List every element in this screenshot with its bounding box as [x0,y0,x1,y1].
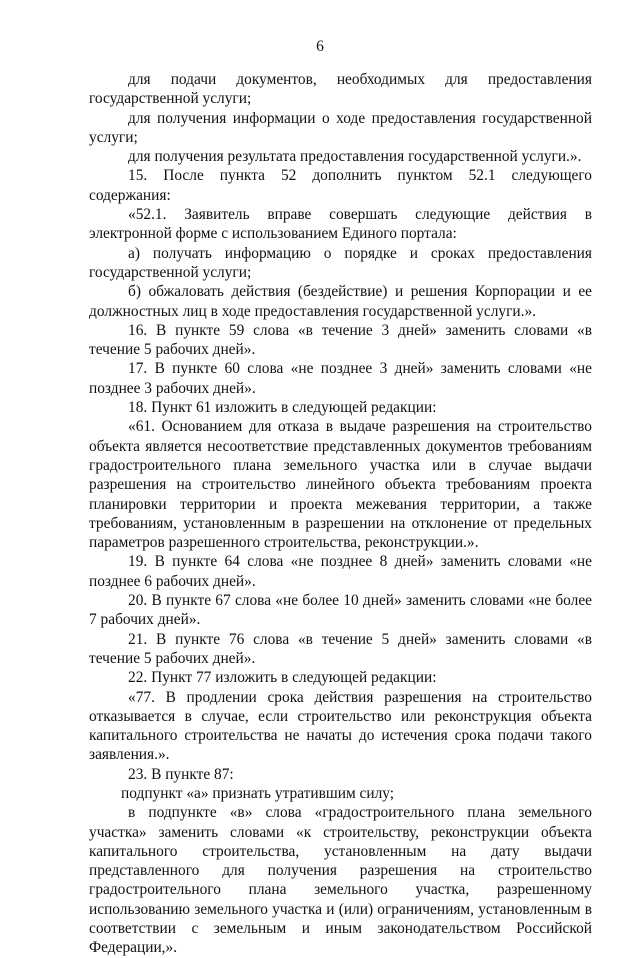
document-body [89,70,592,958]
paragraph: 15. После пункта 52 дополнить пунктом 52.1 следующего содержания: [89,167,592,204]
paragraph: 17. В пункте 60 слова «не позднее 3 дней» заменить словами «не позднее 3 рабочих дней». [89,360,592,397]
paragraph: б) обжаловать действия (бездействие) и решения Корпорации и ее должностных лиц в ходе предоставления государственной услуги.». [89,283,592,320]
paragraph: «52.1. Заявитель вправе совершать следующие действия в электронной форме с использованием Единого портала: [89,206,592,243]
paragraph: 20. В пункте 67 слова «не более 10 дней» заменить словами «не более 7 рабочих дней». [89,592,592,629]
paragraph: «61. Основанием для отказа в выдаче разрешения на строительство объекта является несоответствие представленных документов требованиям градостроительного плана земельного участка или в случае выдачи разрешения на строительство линейного объекта требованиям проекта планировки территории и проекта межевания территории, а также требованиям, установленным в разрешении на отклонение от предельных параметров разрешенного строительства, реконструкции.». [89,418,592,552]
paragraph: подпункт «а» признать утратившим силу; [121,784,395,802]
paragraph: в подпункте «в» слова «градостроительного плана земельного участка» заменить словами «к строительству, реконструкции объекта капитального строительства, установленным на дату выдачи представленного для получения разрешения на строительство градостроительного плана земельного участка, разрешенному использованию земельного участка и (или) ограничениям, установленным в соответствии с земельным и иным законодательством Российской Федерации,». [89,804,592,957]
paragraph: а) получать информацию о порядке и сроках предоставления государственной услуги; [89,244,592,281]
paragraph: для подачи документов, необходимых для предоставления государственной услуги; [89,71,592,108]
paragraph: 18. Пункт 61 изложить в следующей редакции: [128,399,437,417]
paragraph: 16. В пункте 59 слова «в течение 3 дней» заменить словами «в течение 5 рабочих дней». [89,321,592,359]
paragraph: 23. В пункте 87: [128,765,234,783]
paragraph: «77. В продлении срока действия разрешения на строительство отказывается в случае, если строительство или реконструкция объекта капитального строительства не начаты до истечения срока подачи такого заявления.». [89,688,592,764]
paragraph: 22. Пункт 77 изложить в следующей редакции: [128,669,437,687]
paragraph: для получения информации о ходе предоставления государственной услуги; [89,109,592,146]
paragraph: 19. В пункте 64 слова «не позднее 8 дней» заменить словами «не позднее 6 рабочих дней». [89,553,592,590]
paragraph: для получения результата предоставления государственной услуги.». [128,148,582,166]
page-number: 6 [316,38,324,55]
paragraph: 21. В пункте 76 слова «в течение 5 дней» заменить словами «в течение 5 рабочих дней». [89,630,592,667]
